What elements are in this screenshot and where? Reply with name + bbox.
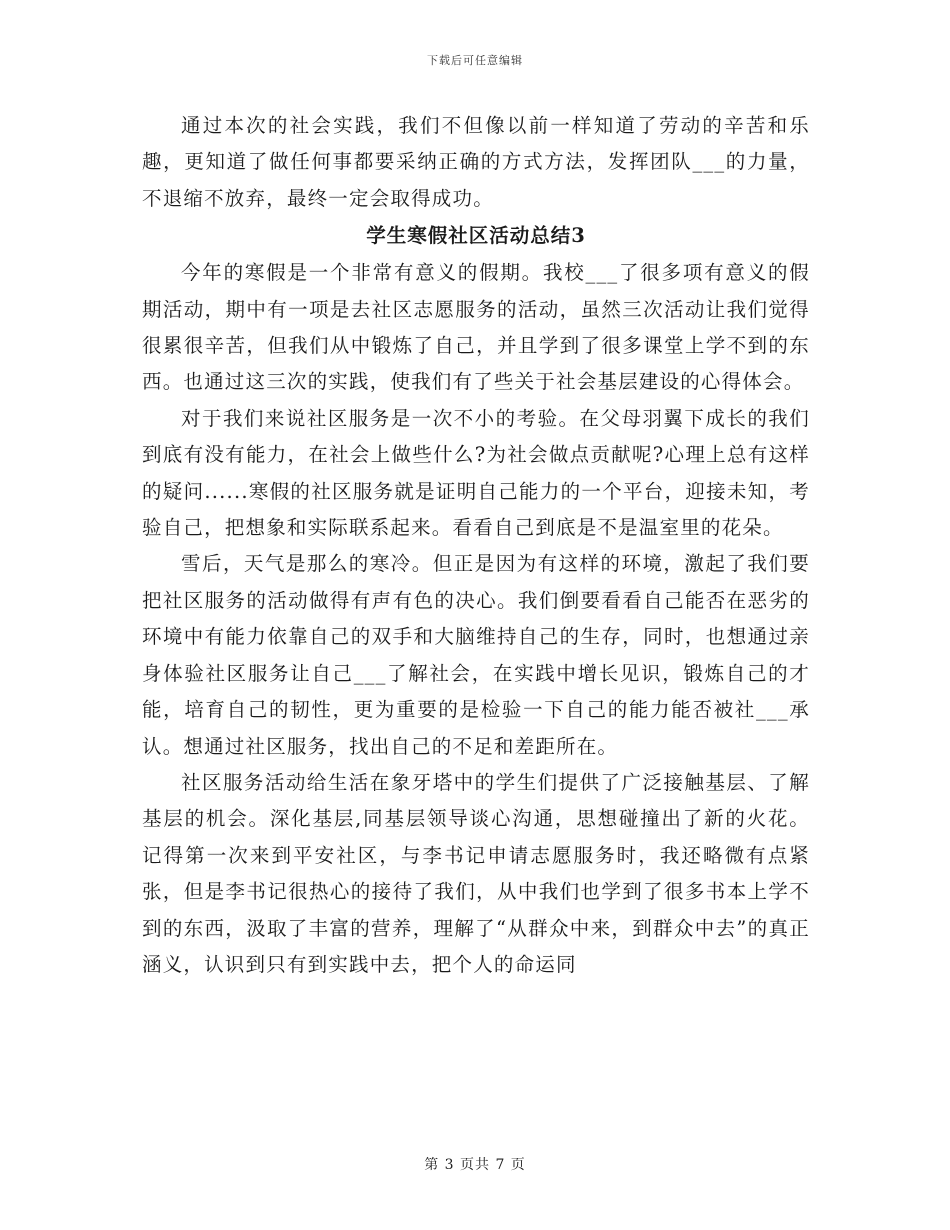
intro-paragraph: 通过本次的社会实践，我们不但像以前一样知道了劳动的辛苦和乐趣，更知道了做任何事都要采纳正确的方式方法，发挥团队___的力量，不退缩不放弃，最终一定会取得成功。 xyxy=(142,114,810,210)
body-paragraph: 对于我们来说社区服务是一次不小的考验。在父母羽翼下成长的我们到底有没有能力，在社会上做些什么?为社会做点贡献呢?心理上总有这样的疑问......寒假的社区服务就是证明自己能力的一个平台，迎接未知，考验自己，把想象和实际联系起来。看看自己到底是不是温室里的花朵。 xyxy=(142,406,810,540)
header-note: 下载后可任意编辑 xyxy=(427,54,523,67)
section-title: 学生寒假社区活动总结3 xyxy=(366,224,586,248)
body-paragraph: 雪后，天气是那么的寒冷。但正是因为有这样的环境，激起了我们要把社区服务的活动做得有声有色的决心。我们倒要看看自己能否在恶劣的环境中有能力依靠自己的双手和大脑维持自己的生存，同时，也想通过亲身体验社区服务让自己___了解社会，在实践中增长见识，锻炼自己的才能，培育自己的韧性，更为重要的是检验一下自己的能力能否被社___承认。想通过社区服务，找出自己的不足和差距所在。 xyxy=(142,552,810,758)
body-paragraph: 社区服务活动给生活在象牙塔中的学生们提供了广泛接触基层、了解基层的机会。深化基层,同基层领导谈心沟通，思想碰撞出了新的火花。记得第一次来到平安社区，与李书记申请志愿服务时，我还略微有点紧张，但是李书记很热心的接待了我们，从中我们也学到了很多书本上学不到的东西，汲取了丰富的营养，理解了“从群众中来，到群众中去”的真正涵义，认识到只有到实践中去，把个人的命运同 xyxy=(142,770,810,976)
page-number-footer: 第 3 页共 7 页 xyxy=(424,1157,526,1173)
document-body xyxy=(142,108,810,983)
body-paragraph: 今年的寒假是一个非常有意义的假期。我校___了很多项有意义的假期活动，期中有一项是去社区志愿服务的活动，虽然三次活动让我们觉得很累很辛苦，但我们从中锻炼了自己，并且学到了很多课堂上学不到的东西。也通过这三次的实践，使我们有了些关于社会基层建设的心得体会。 xyxy=(142,261,810,394)
